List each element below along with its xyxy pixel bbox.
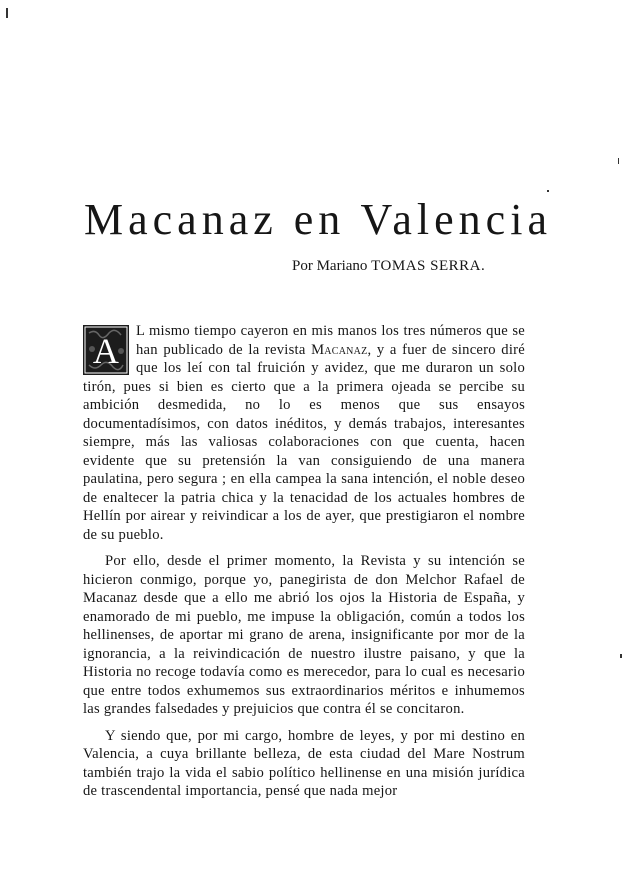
article-title: Macanaz en Valencia bbox=[84, 195, 552, 244]
scan-speck-left bbox=[6, 8, 8, 18]
paragraph-1 bbox=[83, 322, 525, 544]
paragraph-1-lead: L mismo tiempo cayeron en mis manos los tres números que se han publicado de la revista bbox=[136, 323, 525, 358]
drop-cap-ornament bbox=[83, 325, 129, 375]
byline bbox=[292, 258, 485, 275]
paragraph-3: Y siendo que, por mi cargo, hombre de leyes, y por mi destino en Valencia, a cuya brillante belleza, de esta ciudad del Mare Nostrum también trajo la vida el sabio político hellinense en una misión jurídica de trascendental importancia, pensé que nada mejor bbox=[83, 727, 525, 799]
journal-name: Macanaz bbox=[311, 341, 368, 358]
article-body bbox=[83, 322, 525, 809]
drop-cap-letter: A bbox=[92, 331, 120, 371]
author-name: TOMAS SERRA. bbox=[371, 258, 486, 274]
scan-speck-right-1 bbox=[618, 158, 619, 164]
scan-speck-right-2 bbox=[547, 190, 549, 192]
scan-speck-right-3 bbox=[620, 654, 622, 658]
byline-prefix: Por Mariano bbox=[292, 258, 368, 274]
paragraph-2: Por ello, desde el primer momento, la Revista y su intención se hicieron conmigo, porque yo, panegirista de don Melchor Rafael de Macanaz desde que a ello me abrió los ojos la Historia de España, y enamorado de mi pueblo, me impuse la obligación, común a todos los hellinenses, de aportar mi grano de arena, insignificante por mor de la ignorancia, a la reivindicación de nuestro ilustre paisano, y que la Historia no recoge todavía como es merecedor, para lo cual es necesario que entre todos exhumemos sus extraordinarios méritos e inhumemos las grandes falsedades y prejuicios que contra él se concitaron. bbox=[83, 553, 525, 717]
paragraph-1-rest: , y a fuer de sincero diré que los leí con tal fruición y avidez, que me duraron un solo tirón, pues si bien es cierto que a la primera ojeada se percibe su ambición desmedida, no lo es menos que sus ensayos documentadísimos, con datos inéditos, y demás trabajos, interesantes siempre, más las valiosas colaboraciones con que cuenta, hacen evidente que su pretensión la van consiguiendo de una manera paulatina, pero segura ; en ella campea la sana intención, el noble deseo de enaltecer la patria chica y la tenacidad de los actuales hombres de Hellín por airear y reivindicar a los de ayer, que prestigiaron el nombre de su pueblo. bbox=[83, 341, 525, 543]
